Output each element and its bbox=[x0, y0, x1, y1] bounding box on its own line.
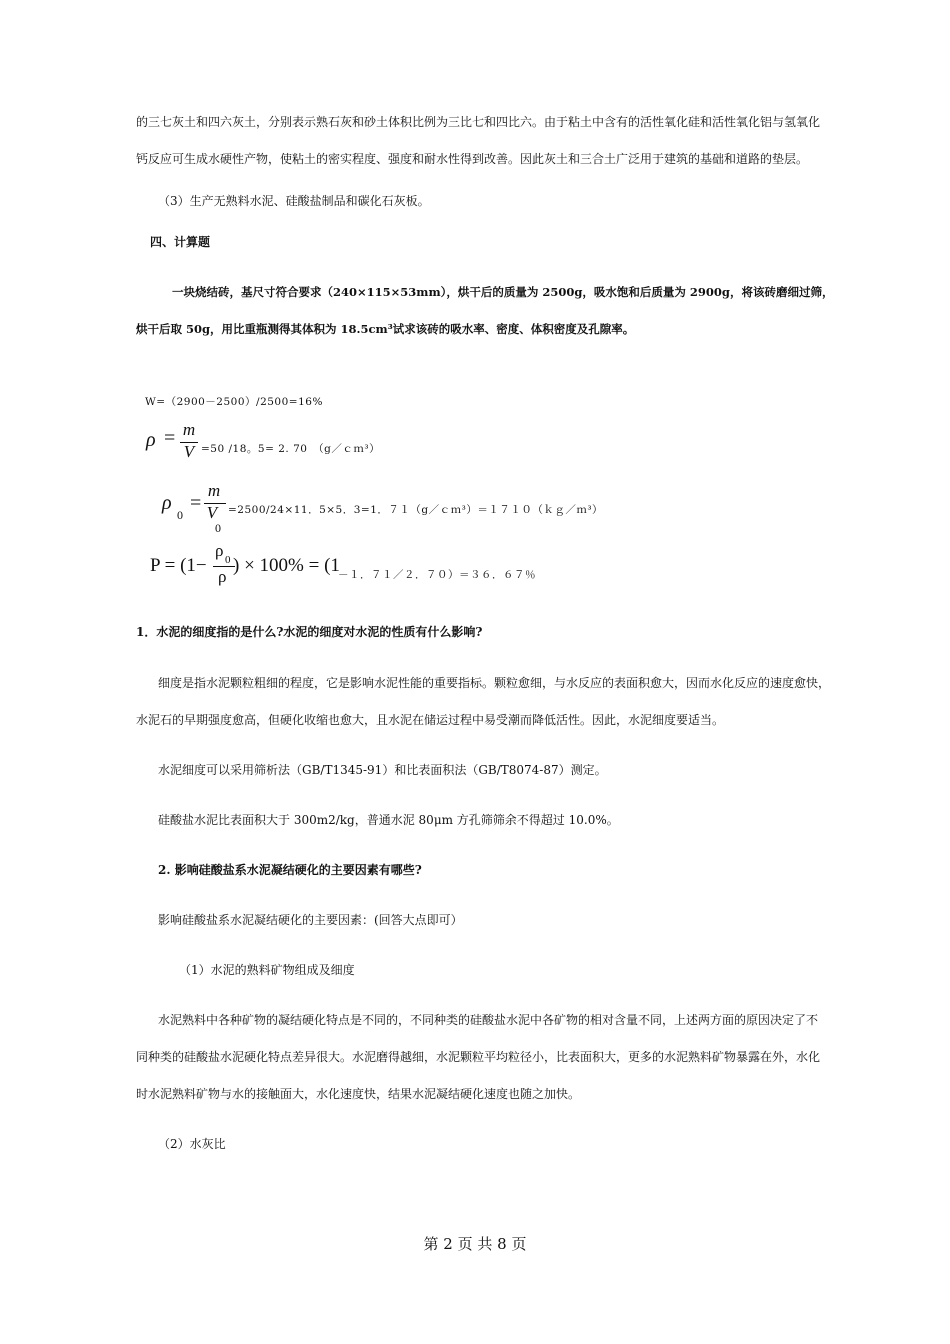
sub-heading: （1）水泥的熟料矿物组成及细度 bbox=[179, 963, 355, 977]
problem-line: 一块烧结砖，基尺寸符合要求（240×115×53mm），烘干后的质量为 2500g，吸水饱和后质量为 2900g，将该砖磨细过筛， bbox=[172, 285, 834, 299]
V0-subscript: 0 bbox=[215, 521, 221, 535]
porosity-value: －１．７１／２．７０）＝３６．６７％ bbox=[338, 569, 536, 581]
answer-line: 影响硅酸盐系水泥凝结硬化的主要因素：(回答大点即可） bbox=[158, 913, 463, 927]
bulk-density-value: =2500/24×11．5×5．3=1．７１（g／ｃｍ³）＝１７１０（ｋｇ／ｍ³） bbox=[228, 504, 604, 516]
equals-sign: = bbox=[190, 492, 202, 514]
fraction-denominator: V bbox=[206, 503, 218, 522]
fraction-denominator: ρ bbox=[218, 567, 227, 586]
question-heading: 1．水泥的细度指的是什么?水泥的细度对水泥的性质有什么影响? bbox=[136, 625, 483, 639]
answer-line: 同种类的硅酸盐水泥硬化特点差异很大。水泥磨得越细，水泥颗粒平均粒径小，比表面积大，更多的水泥熟料矿物暴露在外，水化 bbox=[136, 1050, 821, 1064]
answer-line: 水泥熟料中各种矿物的凝结硬化特点是不同的，不同种类的硅酸盐水泥中各矿物的相对含量不同，上述两方面的原因决定了不 bbox=[158, 1013, 819, 1027]
answer-line: 水泥细度可以采用筛析法（GB/T1345-91）和比表面积法（GB/T8074-87）测定。 bbox=[158, 763, 607, 777]
section-heading: 四、计算题 bbox=[150, 235, 211, 249]
answer-line: 水泥石的早期强度愈高，但硬化收缩也愈大，且水泥在储运过程中易受潮而降低活性。因此，水泥细度要适当。 bbox=[136, 713, 725, 727]
rho-symbol: ρ bbox=[146, 429, 156, 451]
rho0-subscript: 0 bbox=[177, 508, 183, 522]
question-heading: 2. 影响硅酸盐系水泥凝结硬化的主要因素有哪些? bbox=[158, 863, 422, 877]
paragraph-line: 的三七灰土和四六灰土，分别表示熟石灰和砂土体积比例为三比七和四比六。由于粘土中含有的活性氧化硅和活性氧化铝与氢氧化 bbox=[136, 115, 821, 129]
page-footer: 第 2 页 共 8 页 bbox=[423, 1235, 527, 1253]
fraction-numerator: m bbox=[182, 420, 196, 439]
equals-sign: = bbox=[164, 427, 176, 449]
porosity-middle: ) × 100% = (1 bbox=[233, 555, 340, 576]
answer-line: 时水泥熟料矿物与水的接触面大，水化速度快，结果水泥凝结硬化速度也随之加快。 bbox=[136, 1087, 581, 1101]
porosity-left: P = (1− bbox=[150, 555, 207, 576]
answer-line: 细度是指水泥颗粒粗细的程度，它是影响水泥性能的重要指标。颗粒愈细，与水反应的表面积愈大，因而水化反应的速度愈快， bbox=[158, 676, 831, 690]
density-value: =50 /18。5= 2. 70 （g／ｃｍ³） bbox=[201, 443, 381, 455]
paragraph-line: 钙反应可生成水硬性产物，使粘土的密实程度、强度和耐水性得到改善。因此灰土和三合土广泛用于建筑的基础和道路的垫层。 bbox=[136, 152, 809, 166]
list-item: （3）生产无熟料水泥、硅酸盐制品和碳化石灰板。 bbox=[158, 194, 430, 208]
sub-heading: （2）水灰比 bbox=[158, 1137, 226, 1151]
problem-line: 烘干后取 50g，用比重瓶测得其体积为 18.5cm³试求该砖的吸水率、密度、体积密度及孔隙率。 bbox=[136, 322, 635, 336]
rho0-symbol: ρ bbox=[162, 492, 172, 514]
fraction-numerator: m bbox=[207, 481, 221, 500]
answer-line: 硅酸盐水泥比表面积大于 300m2/kg，普通水泥 80μm 方孔筛筛余不得超过 10.0%。 bbox=[158, 813, 619, 827]
fraction-denominator: V bbox=[183, 442, 195, 461]
rho0-subscript: 0 bbox=[225, 554, 231, 566]
water-absorption-formula: W=（2900－2500）/2500=16% bbox=[145, 396, 323, 408]
fraction-numerator: ρ bbox=[215, 541, 224, 560]
